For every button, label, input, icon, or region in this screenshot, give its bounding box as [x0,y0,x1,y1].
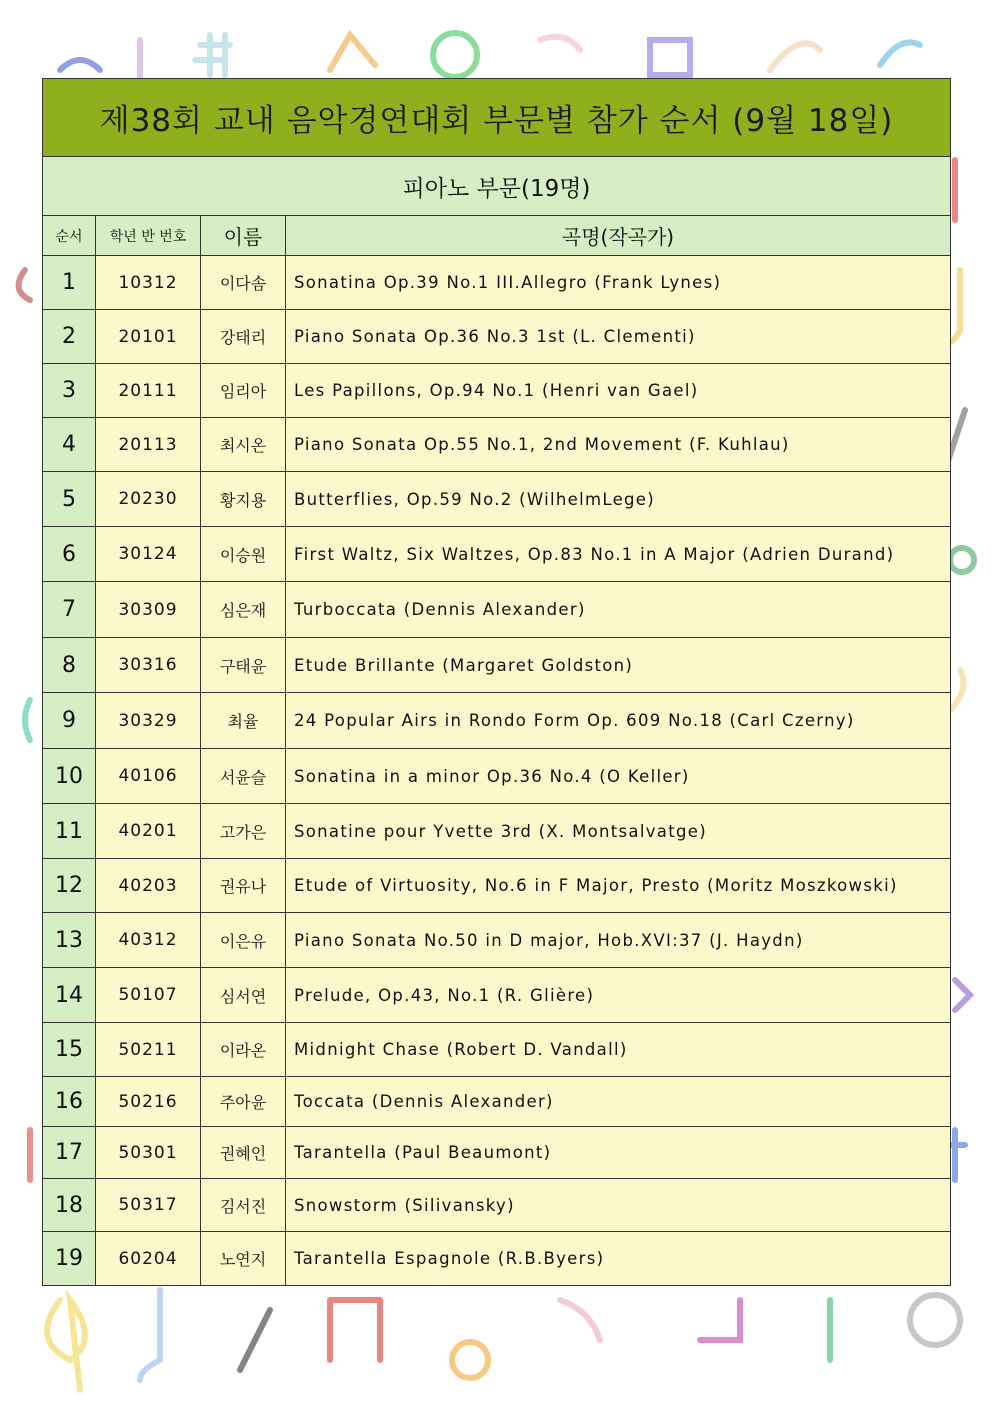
piece-cell: First Waltz, Six Waltzes, Op.83 No.1 in A Major (Adrien Durand) [286,527,951,582]
table-row [43,968,951,1023]
order-cell: 16 [43,1077,96,1127]
piece-cell: Etude of Virtuosity, No.6 in F Major, Presto (Moritz Moszkowski) [286,859,951,913]
order-cell: 5 [43,472,96,527]
order-cell: 3 [43,364,96,418]
page-title: 제38회 교내 음악경연대회 부문별 참가 순서 (9월 18일) [43,79,951,157]
order-cell: 7 [43,582,96,638]
order-cell: 17 [43,1127,96,1179]
name-cell: 임리아 [201,364,286,418]
order-cell: 13 [43,913,96,968]
piece-cell: Piano Sonata Op.36 No.3 1st (L. Clementi) [286,310,951,364]
student-no-cell: 60204 [96,1232,201,1286]
student-no-cell: 40106 [96,749,201,804]
piece-cell: Piano Sonata No.50 in D major, Hob.XVI:37 (J. Haydn) [286,913,951,968]
participant-order-table [42,78,951,1286]
title-row [43,79,951,157]
piece-cell: Turboccata (Dennis Alexander) [286,582,951,638]
order-cell: 11 [43,804,96,859]
name-cell: 이승원 [201,527,286,582]
student-no-cell: 30316 [96,638,201,693]
order-cell: 18 [43,1179,96,1232]
name-cell: 주아윤 [201,1077,286,1127]
piece-cell: Toccata (Dennis Alexander) [286,1077,951,1127]
order-cell: 6 [43,527,96,582]
order-cell: 14 [43,968,96,1023]
table-row [43,1232,951,1286]
order-cell: 19 [43,1232,96,1286]
student-no-cell: 40203 [96,859,201,913]
name-cell: 고가은 [201,804,286,859]
name-cell: 이라온 [201,1023,286,1077]
order-cell: 2 [43,310,96,364]
student-no-cell: 50301 [96,1127,201,1179]
name-cell: 구태윤 [201,638,286,693]
piece-cell: Tarantella Espagnole (R.B.Byers) [286,1232,951,1286]
name-cell: 권혜인 [201,1127,286,1179]
piece-cell: Sonatina Op.39 No.1 III.Allegro (Frank Lynes) [286,256,951,310]
table-row [43,638,951,693]
student-no-cell: 30124 [96,527,201,582]
header-piece: 곡명(작곡가) [286,216,951,256]
table-row [43,472,951,527]
student-no-cell: 30309 [96,582,201,638]
student-no-cell: 40201 [96,804,201,859]
name-cell: 김서진 [201,1179,286,1232]
table-row [43,693,951,749]
table-row [43,1077,951,1127]
table-row [43,913,951,968]
student-no-cell: 50107 [96,968,201,1023]
piece-cell: Snowstorm (Silivansky) [286,1179,951,1232]
student-no-cell: 20113 [96,418,201,472]
table-row [43,418,951,472]
piece-cell: Les Papillons, Op.94 No.1 (Henri van Gael) [286,364,951,418]
order-cell: 10 [43,749,96,804]
name-cell: 심은재 [201,582,286,638]
student-no-cell: 20101 [96,310,201,364]
name-cell: 이은유 [201,913,286,968]
name-cell: 심서연 [201,968,286,1023]
student-no-cell: 10312 [96,256,201,310]
table-row [43,256,951,310]
name-cell: 노연지 [201,1232,286,1286]
piece-cell: Midnight Chase (Robert D. Vandall) [286,1023,951,1077]
name-cell: 최시온 [201,418,286,472]
table-row [43,1127,951,1179]
student-no-cell: 30329 [96,693,201,749]
order-cell: 4 [43,418,96,472]
piece-cell: Piano Sonata Op.55 No.1, 2nd Movement (F. Kuhlau) [286,418,951,472]
piece-cell: Butterflies, Op.59 No.2 (WilhelmLege) [286,472,951,527]
order-cell: 12 [43,859,96,913]
student-no-cell: 20111 [96,364,201,418]
name-cell: 서윤슬 [201,749,286,804]
piece-cell: 24 Popular Airs in Rondo Form Op. 609 No.18 (Carl Czerny) [286,693,951,749]
participant-rows [43,256,951,1286]
table-row [43,582,951,638]
section-title: 피아노 부문(19명) [43,157,951,216]
student-no-cell: 50211 [96,1023,201,1077]
section-row [43,157,951,216]
table-row [43,527,951,582]
name-cell: 황지용 [201,472,286,527]
piece-cell: Tarantella (Paul Beaumont) [286,1127,951,1179]
order-cell: 9 [43,693,96,749]
student-no-cell: 50216 [96,1077,201,1127]
name-cell: 강태리 [201,310,286,364]
header-order: 순서 [43,216,96,256]
header-name: 이름 [201,216,286,256]
table-row [43,1023,951,1077]
table-row [43,804,951,859]
header-student-no: 학년 반 번호 [96,216,201,256]
table-row [43,859,951,913]
student-no-cell: 40312 [96,913,201,968]
name-cell: 권유나 [201,859,286,913]
column-header-row [43,216,951,256]
table-row [43,749,951,804]
table-row [43,310,951,364]
piece-cell: Etude Brillante (Margaret Goldston) [286,638,951,693]
table-row [43,1179,951,1232]
name-cell: 이다솜 [201,256,286,310]
table-row [43,364,951,418]
piece-cell: Sonatina in a minor Op.36 No.4 (O Keller) [286,749,951,804]
student-no-cell: 20230 [96,472,201,527]
order-cell: 8 [43,638,96,693]
piece-cell: Prelude, Op.43, No.1 (R. Glière) [286,968,951,1023]
name-cell: 최율 [201,693,286,749]
piece-cell: Sonatine pour Yvette 3rd (X. Montsalvatge) [286,804,951,859]
order-cell: 1 [43,256,96,310]
student-no-cell: 50317 [96,1179,201,1232]
order-cell: 15 [43,1023,96,1077]
